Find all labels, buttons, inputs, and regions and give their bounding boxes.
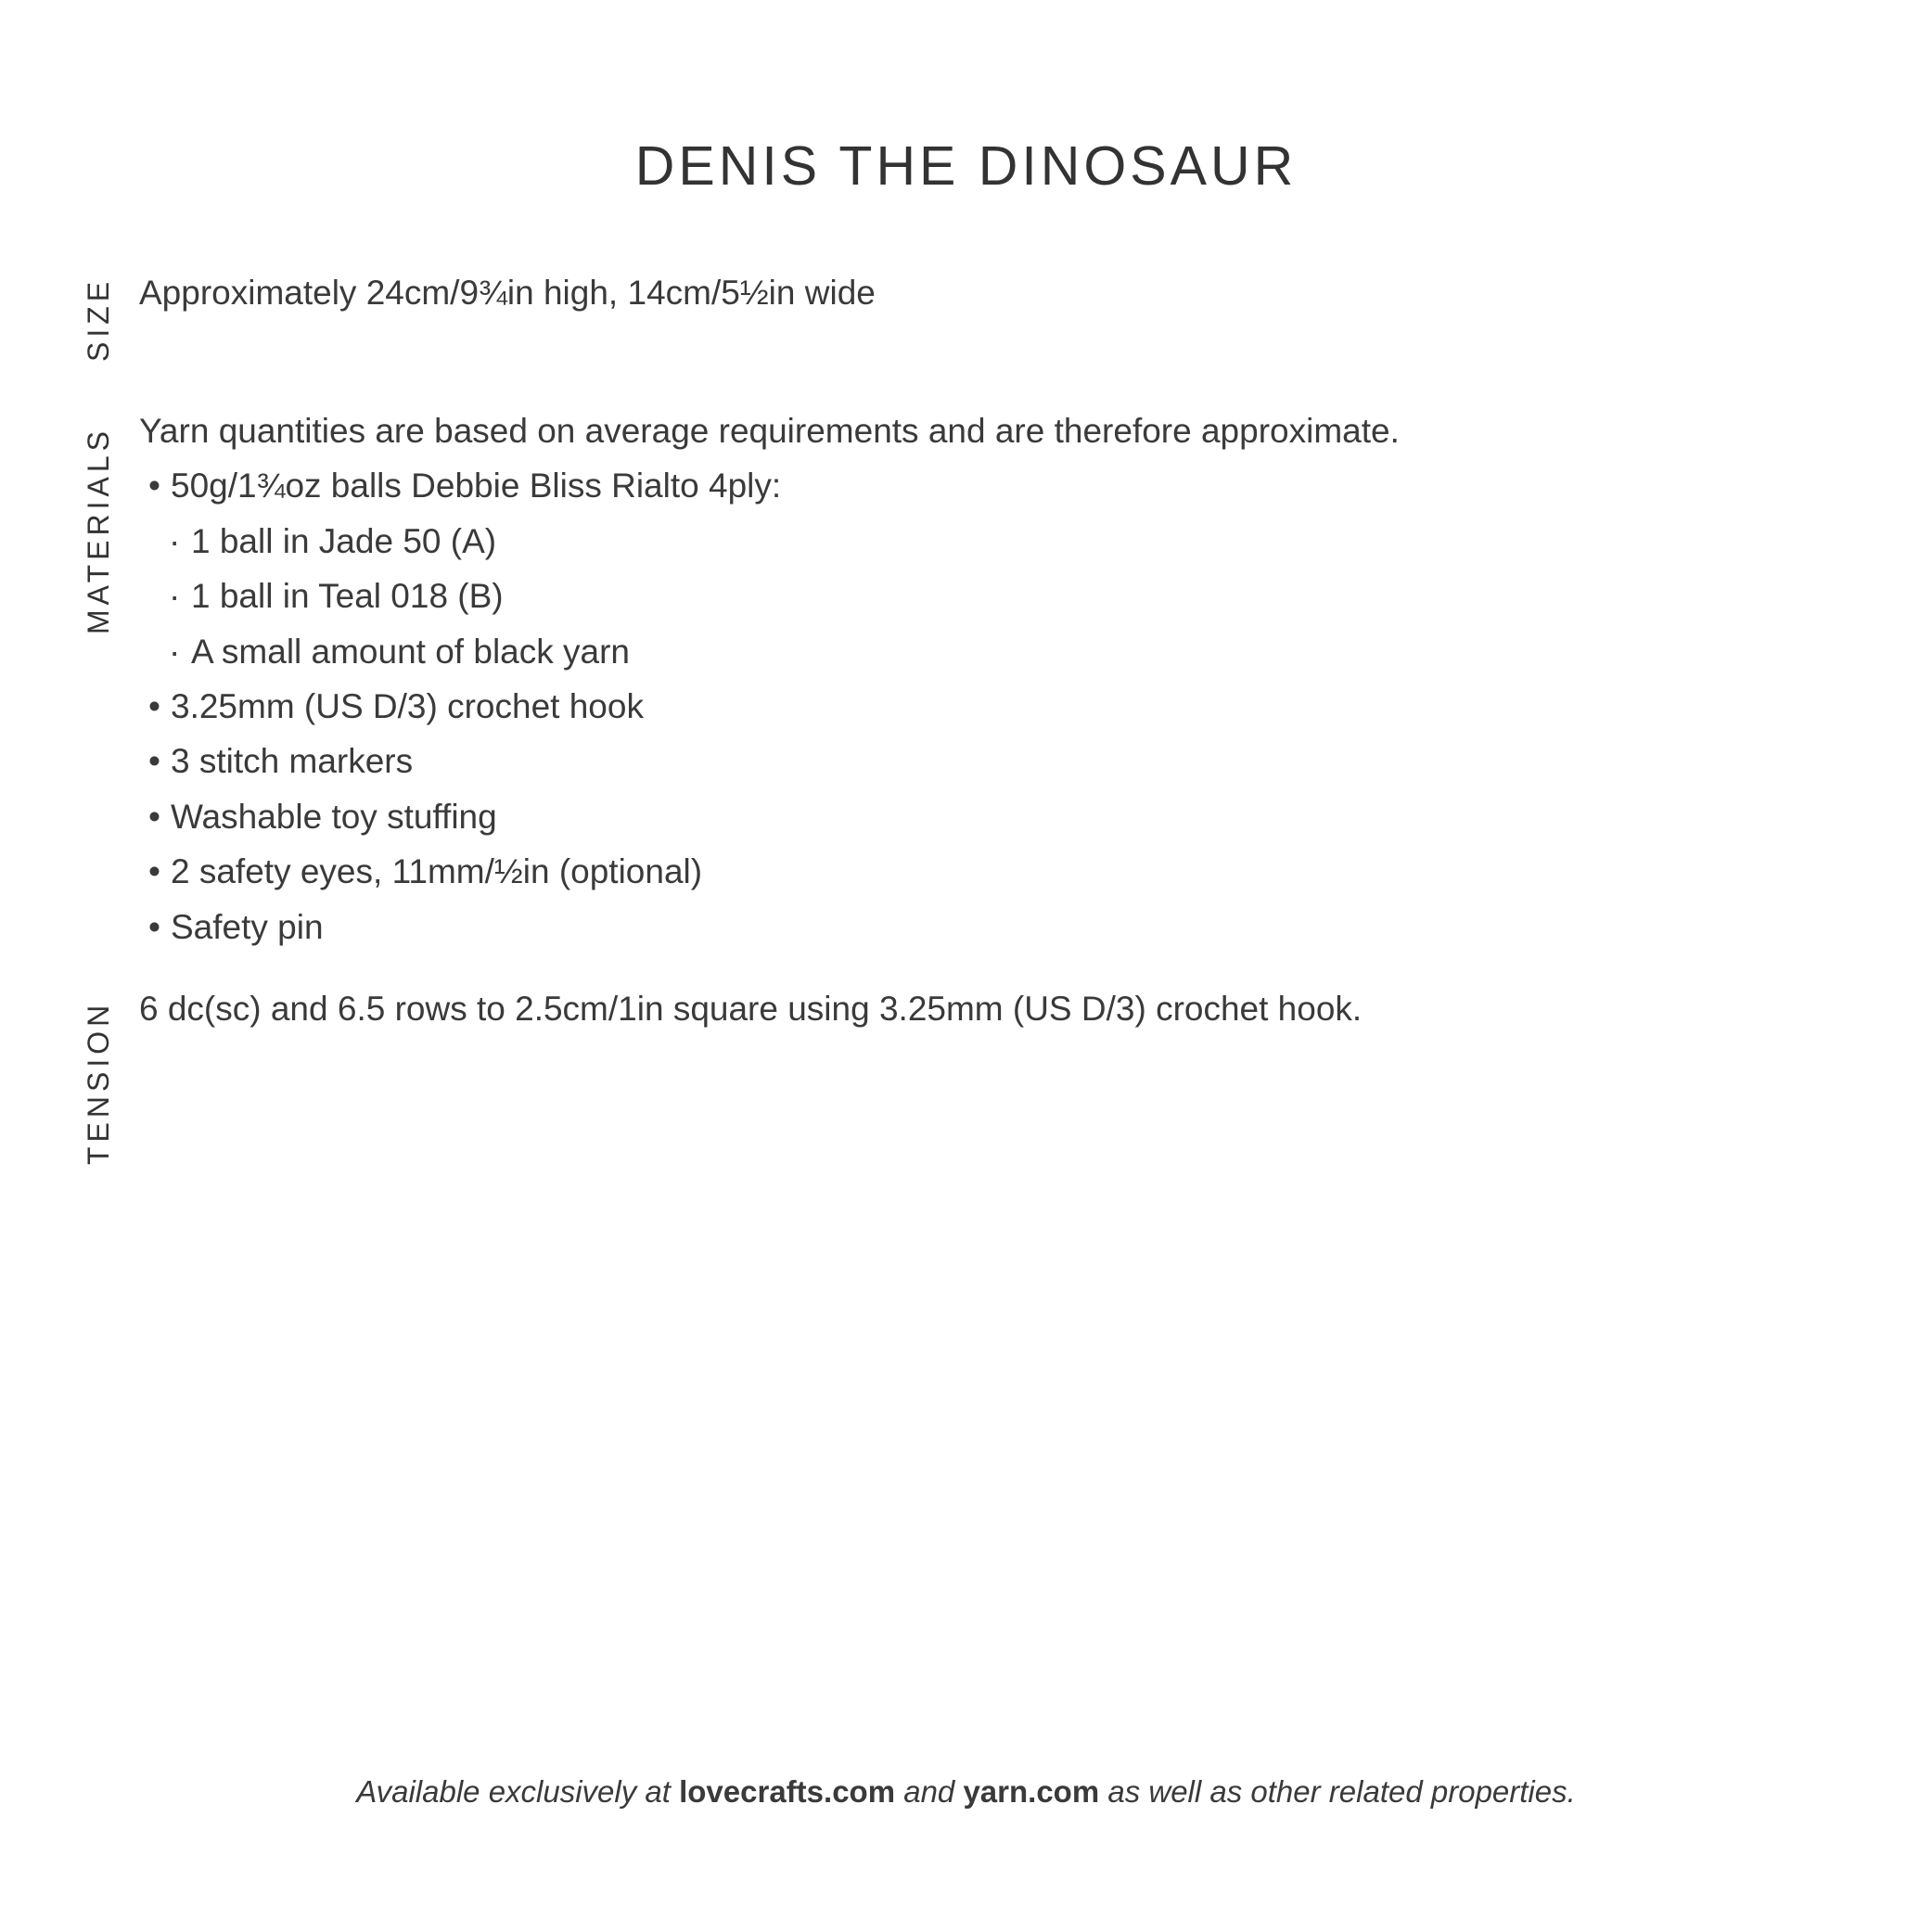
- list-item: [148, 910, 324, 944]
- lovecrafts-link[interactable]: lovecrafts.com: [679, 1774, 896, 1809]
- sub-bullet-mark: ·: [169, 577, 181, 615]
- tension-text: 6 dc(sc) and 6.5 rows to 2.5cm/1in square using 3.25mm (US D/3) crochet hook.: [139, 990, 1363, 1028]
- section-label-materials: MATERIALS: [82, 427, 115, 634]
- bullet-mark: •: [148, 467, 160, 505]
- list-item-text: Safety pin: [171, 908, 324, 946]
- page-title: DENIS THE DINOSAUR: [634, 135, 1298, 197]
- list-item: [148, 854, 702, 889]
- list-item-text: 50g/1¾oz balls Debbie Bliss Rialto 4ply:: [171, 467, 782, 505]
- list-item: [148, 800, 497, 834]
- footer-note: [0, 1776, 1932, 1807]
- footer-text-part3: as well as other related properties.: [1099, 1774, 1576, 1809]
- materials-intro: Yarn quantities are based on average requirements and are therefore approximate.: [139, 412, 1400, 450]
- list-item-text: Washable toy stuffing: [171, 798, 497, 836]
- list-item-text: 2 safety eyes, 11mm/½in (optional): [171, 852, 703, 890]
- section-label-tension: TENSION: [82, 1000, 115, 1165]
- sub-list-item-text: A small amount of black yarn: [191, 633, 630, 671]
- bullet-mark: •: [148, 798, 160, 836]
- sub-bullet-mark: ·: [169, 522, 181, 560]
- list-item: [148, 744, 413, 778]
- bullet-mark: •: [148, 908, 160, 946]
- yarn-link[interactable]: yarn.com: [963, 1774, 1100, 1809]
- bullet-mark: •: [148, 687, 160, 725]
- sub-list-item-text: 1 ball in Teal 018 (B): [191, 577, 504, 615]
- list-item-text: 3.25mm (US D/3) crochet hook: [171, 687, 644, 725]
- section-label-size: SIZE: [82, 276, 115, 362]
- footer-text-part2: and: [895, 1774, 964, 1809]
- sub-list-item: [169, 634, 630, 669]
- sub-list-item: [169, 524, 496, 558]
- sub-list-item: [169, 579, 504, 613]
- list-item: [148, 468, 781, 503]
- bullet-mark: •: [148, 852, 160, 890]
- bullet-mark: •: [148, 742, 160, 780]
- size-text: Approximately 24cm/9¾in high, 14cm/5½in wide: [139, 274, 876, 312]
- sub-bullet-mark: ·: [169, 633, 181, 671]
- sub-list-item-text: 1 ball in Jade 50 (A): [191, 522, 497, 560]
- list-item: [148, 689, 644, 723]
- list-item-text: 3 stitch markers: [171, 742, 414, 780]
- footer-text-part1: Available exclusively at: [356, 1774, 680, 1809]
